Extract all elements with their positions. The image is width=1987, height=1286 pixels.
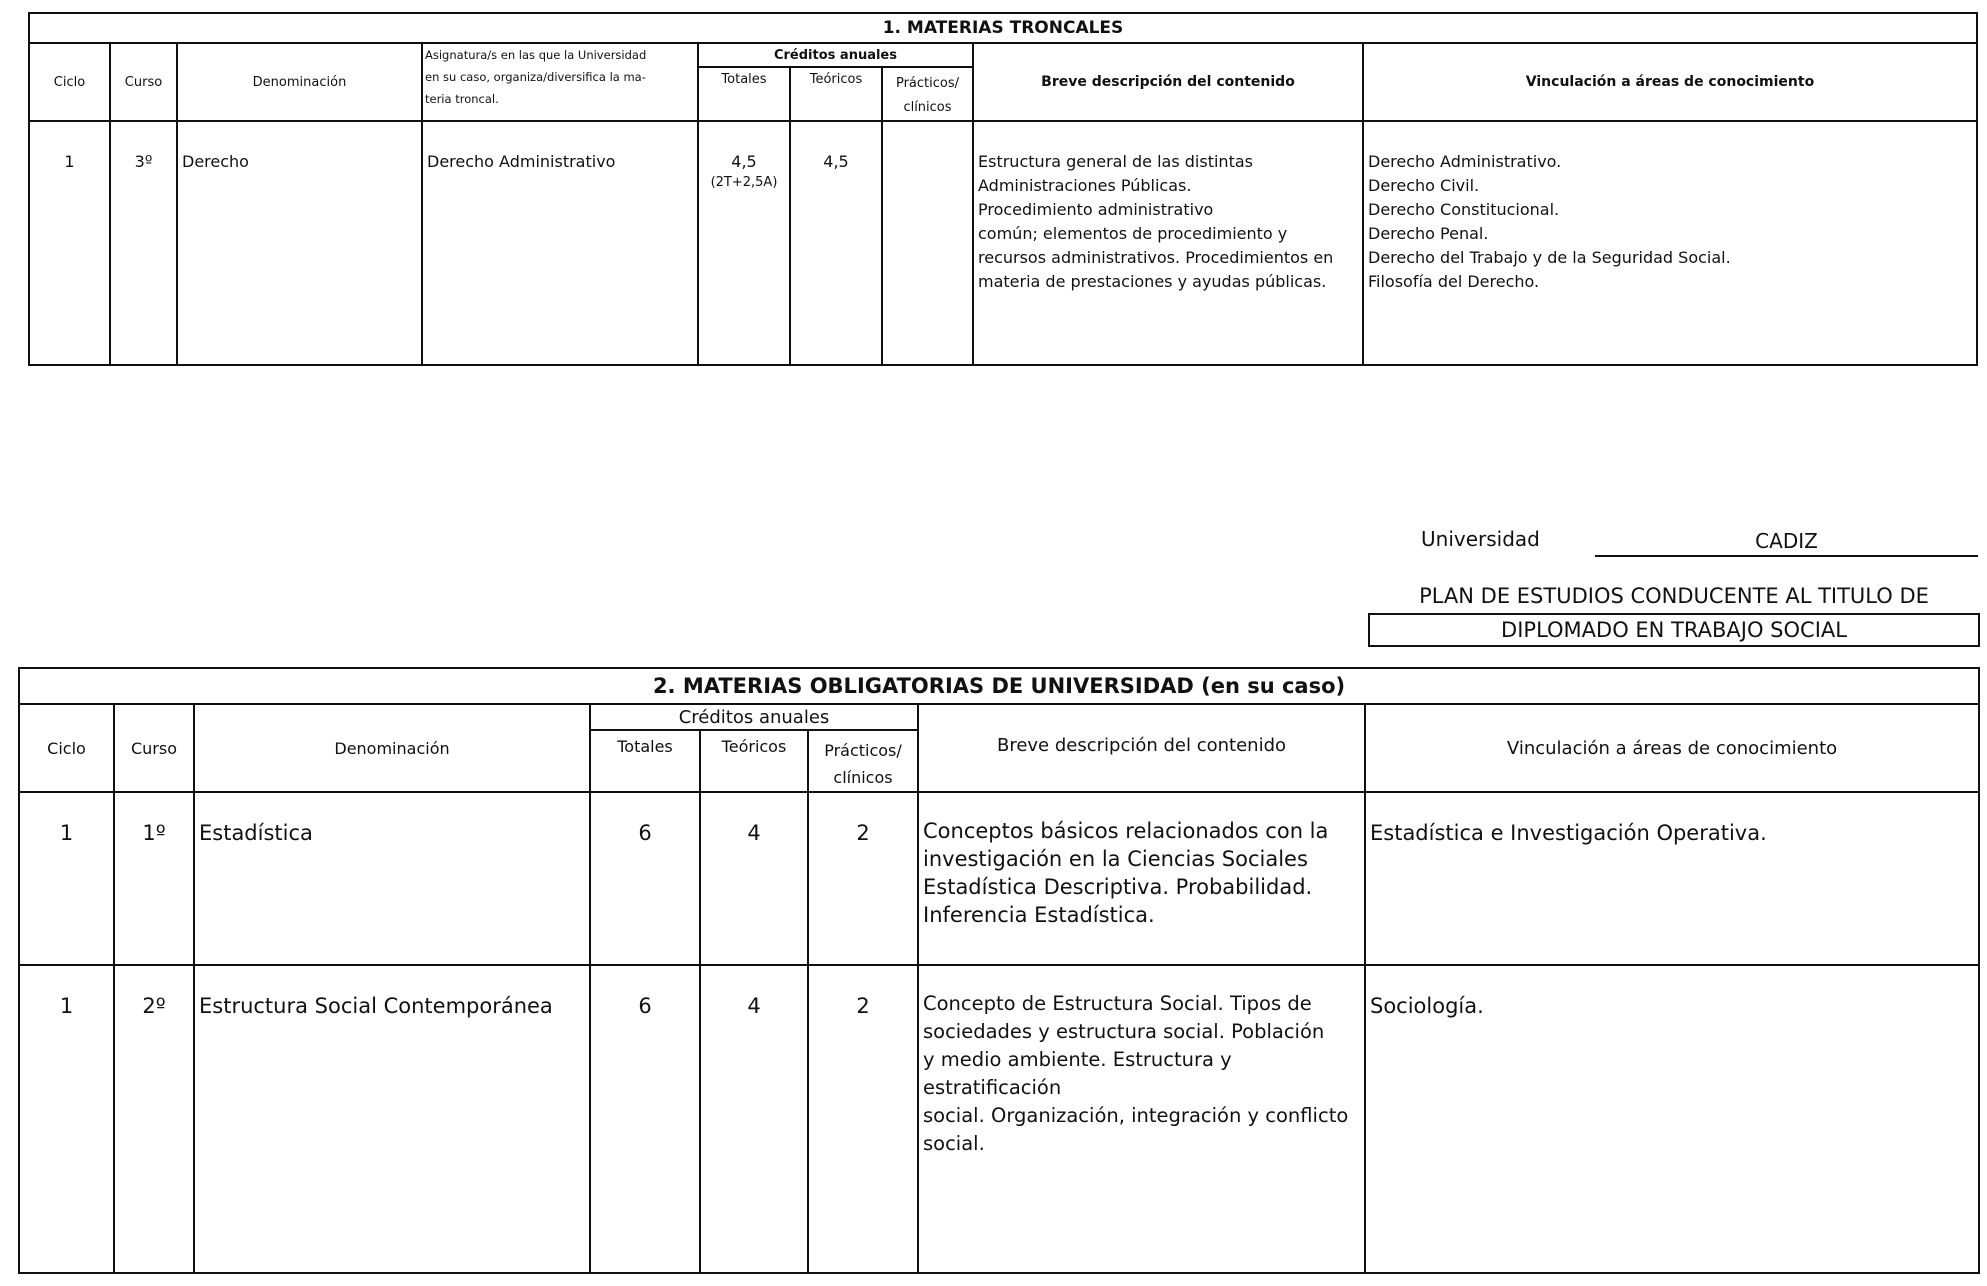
header-practicos: [808, 730, 918, 792]
header-practicos-line: clínicos: [833, 768, 893, 787]
vinculacion-line: Filosofía del Derecho.: [1368, 272, 1540, 291]
descripcion-line: recursos administrativos. Procedimientos en: [978, 248, 1334, 267]
table-row: [19, 792, 1979, 965]
universidad-value: CADIZ: [1755, 529, 1818, 553]
cell-descripcion: [918, 965, 1365, 1273]
header-ciclo: Ciclo: [19, 704, 114, 792]
universidad-underline: [1595, 555, 1978, 557]
cell-ciclo: 1: [29, 121, 110, 365]
header-vinculacion: Vinculación a áreas de conocimiento: [1363, 43, 1977, 121]
header-curso: Curso: [114, 704, 194, 792]
cell-denominacion: Derecho: [177, 121, 422, 365]
header-asignatura-line: Asignatura/s en las que la Universidad: [425, 48, 647, 62]
header-descripcion: Breve descripción del contenido: [918, 704, 1365, 792]
cell-totales: [698, 121, 790, 365]
descripcion-line: social. Organización, integración y conflicto: [923, 1104, 1349, 1127]
header-curso: Curso: [110, 43, 177, 121]
materias-troncales-table: [28, 12, 1978, 366]
plan-estudios-line: PLAN DE ESTUDIOS CONDUCENTE AL TITULO DE: [1419, 584, 1929, 608]
cell-descripcion: [973, 121, 1363, 365]
universidad-label: Universidad: [1421, 527, 1540, 551]
table-row: [19, 965, 1979, 1273]
cell-totales: 6: [590, 792, 700, 965]
vinculacion-line: Derecho Penal.: [1368, 224, 1489, 243]
materias-obligatorias-table: [18, 667, 1980, 1274]
header-creditos: Créditos anuales: [590, 704, 918, 730]
table2-title: 2. MATERIAS OBLIGATORIAS DE UNIVERSIDAD (en su caso): [19, 668, 1979, 704]
header-practicos-line: Prácticos/: [895, 76, 960, 91]
cell-ciclo: 1: [19, 792, 114, 965]
cell-practicos: [882, 121, 973, 365]
cell-denominacion: Estadística: [194, 792, 590, 965]
header-asignatura-line: teria troncal.: [425, 92, 499, 106]
header-ciclo: Ciclo: [29, 43, 110, 121]
cell-ciclo: 1: [19, 965, 114, 1273]
header-descripcion: Breve descripción del contenido: [973, 43, 1363, 121]
descripcion-line: Conceptos básicos relacionados con la: [923, 819, 1329, 843]
cell-totales: 6: [590, 965, 700, 1273]
totales-detail: (2T+2,5A): [710, 175, 778, 190]
cell-practicos: 2: [808, 792, 918, 965]
descripcion-line: y medio ambiente. Estructura y estratificación: [923, 1048, 1232, 1099]
header-teoricos: Teóricos: [790, 67, 882, 121]
header-practicos: [882, 67, 973, 121]
cell-teoricos: 4: [700, 965, 808, 1273]
header-denominacion: Denominación: [194, 704, 590, 792]
vinculacion-line: Derecho Administrativo.: [1368, 152, 1562, 171]
totales-value: 4,5: [731, 152, 757, 171]
header-denominacion: Denominación: [177, 43, 422, 121]
cell-denominacion: Estructura Social Contemporánea: [194, 965, 590, 1273]
descripcion-line: investigación en la Ciencias Sociales: [923, 847, 1308, 871]
table1-title: 1. MATERIAS TRONCALES: [29, 13, 1977, 43]
header-vinculacion: Vinculación a áreas de conocimiento: [1365, 704, 1979, 792]
cell-teoricos: 4,5: [790, 121, 882, 365]
header-totales: Totales: [698, 67, 790, 121]
descripcion-line: Concepto de Estructura Social. Tipos de: [923, 992, 1312, 1015]
header-totales: Totales: [590, 730, 700, 792]
descripcion-line: Estructura general de las distintas: [978, 152, 1253, 171]
cell-curso: 2º: [114, 965, 194, 1273]
cell-teoricos: 4: [700, 792, 808, 965]
descripcion-line: sociedades y estructura social. Población: [923, 1020, 1325, 1043]
cell-vinculacion: Sociología.: [1365, 965, 1979, 1273]
header-creditos: Créditos anuales: [698, 43, 973, 67]
descripcion-line: Inferencia Estadística.: [923, 903, 1155, 927]
header-asignatura: [422, 43, 698, 121]
descripcion-line: Procedimiento administrativo: [978, 200, 1214, 219]
header-asignatura-line: en su caso, organiza/diversifica la ma-: [425, 70, 646, 84]
header-practicos-line: clínicos: [903, 100, 952, 115]
descripcion-line: común; elementos de procedimiento y: [978, 224, 1288, 243]
cell-vinculacion: Estadística e Investigación Operativa.: [1365, 792, 1979, 965]
vinculacion-line: Derecho Civil.: [1368, 176, 1480, 195]
cell-vinculacion: [1363, 121, 1977, 365]
descripcion-line: Estadística Descriptiva. Probabilidad.: [923, 875, 1313, 899]
titulo-box: DIPLOMADO EN TRABAJO SOCIAL: [1368, 613, 1980, 647]
cell-descripcion: [918, 792, 1365, 965]
descripcion-line: materia de prestaciones y ayudas públicas.: [978, 272, 1327, 291]
descripcion-line: Administraciones Públicas.: [978, 176, 1192, 195]
descripcion-line: social.: [923, 1132, 985, 1155]
cell-curso: 1º: [114, 792, 194, 965]
vinculacion-line: Derecho Constitucional.: [1368, 200, 1560, 219]
cell-practicos: 2: [808, 965, 918, 1273]
table-row: [29, 121, 1977, 365]
header-practicos-line: Prácticos/: [824, 741, 902, 760]
cell-curso: 3º: [110, 121, 177, 365]
cell-asignatura: Derecho Administrativo: [422, 121, 698, 365]
vinculacion-line: Derecho del Trabajo y de la Seguridad Social.: [1368, 248, 1731, 267]
header-teoricos: Teóricos: [700, 730, 808, 792]
